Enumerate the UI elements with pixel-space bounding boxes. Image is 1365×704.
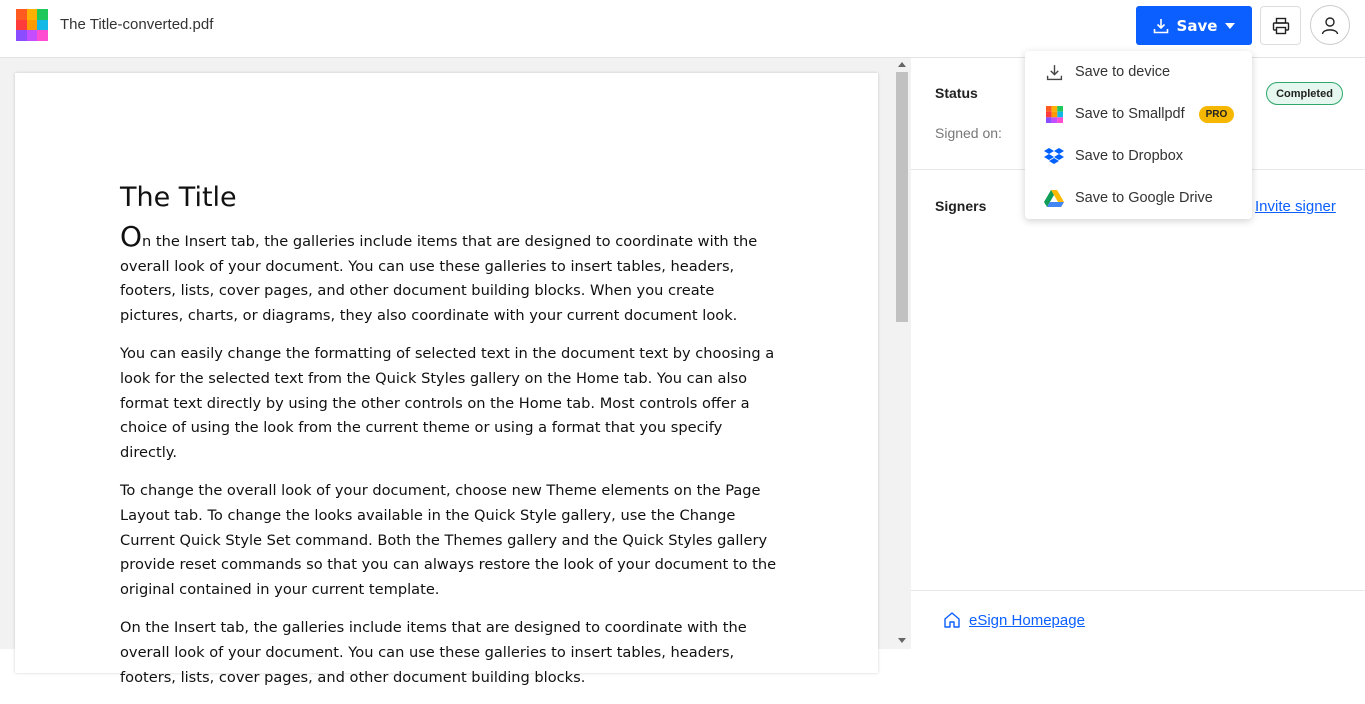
smallpdf-logo-icon[interactable] xyxy=(16,9,48,41)
document-page xyxy=(15,73,878,686)
save-to-google-drive-item[interactable] xyxy=(1025,177,1252,219)
menu-item-label: Save to Google Drive xyxy=(1075,190,1213,206)
print-button[interactable] xyxy=(1260,6,1301,45)
caret-down-icon xyxy=(1225,23,1235,29)
document-paragraph: On the Insert tab, the galleries include items that are designed to coordinate with the overall look of your document. You can use these galleries to insert tables, headers, footers, lists, cover pages, and other document building blocks. When you create pictures, charts, or diagrams, they also coordinate with your current document look. xyxy=(120,220,758,324)
menu-item-label: Save to device xyxy=(1075,64,1171,80)
download-icon xyxy=(1153,18,1169,34)
scroll-up-arrow-icon[interactable] xyxy=(898,62,906,67)
pro-badge: PRO xyxy=(1199,106,1235,123)
document-paragraph: You can easily change the formatting of selected text in the document text by choosing a look for the selected text from the Quick Styles gallery on the Home tab. You can also format text directly by using the other controls on the Home tab. Most controls offer a choice of using the look from the current theme or using a format that you specify directly. xyxy=(120,345,775,461)
home-icon xyxy=(943,611,961,629)
document-title: The Title xyxy=(120,182,237,213)
document-name: The Title-converted.pdf xyxy=(60,16,214,33)
smallpdf-logo-icon xyxy=(1045,105,1063,123)
status-badge: Completed xyxy=(1266,82,1343,105)
scroll-down-arrow-icon[interactable] xyxy=(898,638,906,643)
save-to-dropbox-item[interactable] xyxy=(1025,135,1252,177)
top-header xyxy=(0,0,1365,58)
printer-icon xyxy=(1272,17,1290,35)
save-to-smallpdf-item[interactable] xyxy=(1025,93,1252,135)
google-drive-icon xyxy=(1045,189,1063,207)
signers-label: Signers xyxy=(935,198,987,214)
document-paragraph: To change the overall look of your document, choose new Theme elements on the Page Layout tab. To change the looks available in the Quick Style gallery, use the Change Current Quick Style Set command. Both the Themes gallery and the Quick Styles gallery provide reset commands so that you can always restore the look of your document to the original contained in your current template. xyxy=(120,482,777,598)
menu-item-label: Save to Dropbox xyxy=(1075,148,1184,164)
signed-on-label: Signed on: xyxy=(935,125,1002,141)
save-to-device-item[interactable] xyxy=(1025,51,1252,93)
save-button[interactable] xyxy=(1136,6,1252,45)
menu-item-label: Save to Smallpdf xyxy=(1075,106,1185,122)
user-account-button[interactable] xyxy=(1310,5,1350,45)
scrollbar-thumb[interactable] xyxy=(896,72,908,322)
save-button-label: Save xyxy=(1176,16,1218,35)
document-viewer[interactable] xyxy=(0,58,911,686)
invite-signer-link[interactable]: Invite signer xyxy=(1255,198,1336,215)
divider xyxy=(911,590,1365,591)
esign-homepage-label: eSign Homepage xyxy=(969,611,1085,629)
vertical-scrollbar[interactable] xyxy=(893,58,911,649)
dropbox-icon xyxy=(1045,147,1063,165)
document-paragraph: On the Insert tab, the galleries include items that are designed to coordinate with the overall look of your document. You can use these galleries to insert tables, headers, footers, lists, cover pages, and other document building blocks. xyxy=(120,619,747,686)
status-label: Status xyxy=(935,85,978,101)
esign-homepage-link[interactable] xyxy=(943,611,1085,629)
download-icon xyxy=(1045,63,1063,81)
save-dropdown-menu xyxy=(1025,51,1252,219)
user-icon xyxy=(1320,15,1340,35)
